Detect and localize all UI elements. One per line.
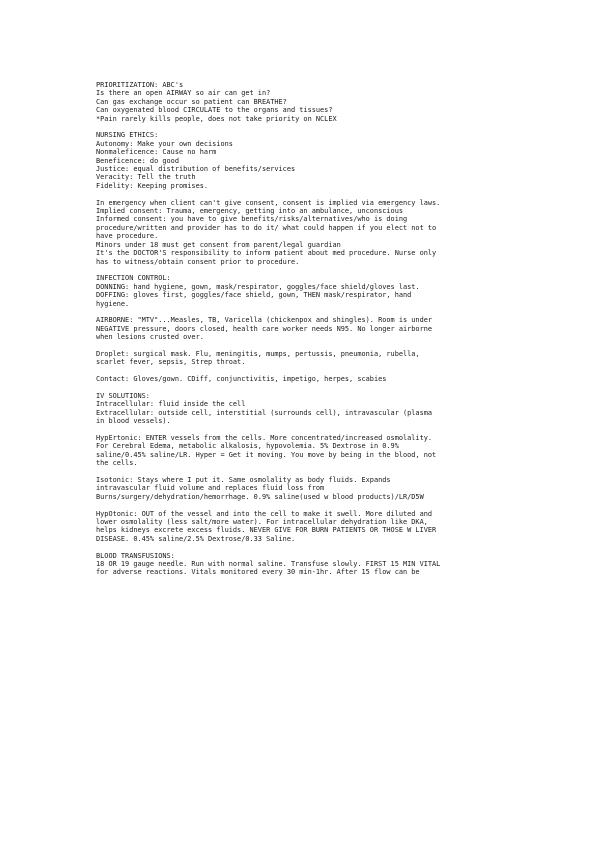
text-line: DISEASE. 0.45% saline/2.5% Dextrose/0.33 Saline. [96, 534, 296, 543]
text-line: intravascular fluid volume and replaces fluid loss from [96, 484, 325, 493]
text-line: Veracity: Tell the truth [96, 173, 196, 182]
text-line: Intracellular: fluid inside the cell [96, 400, 246, 409]
text-line: Nonmaleficence: Cause no harm [96, 148, 217, 157]
text-line: DOFFING: gloves first, goggles/face shield, gown, THEN mask/respirator, hand [96, 291, 412, 300]
text-line: Informed consent: you have to give benefits/risks/alternatives/who is doing [96, 215, 408, 224]
text-line: AIRBORNE: "MTV"...Measles, TB, Varicella (chickenpox and shingles). Room is under [96, 316, 433, 325]
text-line: procedure/written and provider has to do it/ what could happen if you elect not to [96, 223, 437, 232]
text-line: For Cerebral Edema, metabolic alkalosis, hypovolemia. 5% Dextrose in 0.9% [96, 442, 399, 451]
text-line: lower osmolality (less salt/more water). For intracellular dehydration like DKA, [96, 517, 428, 526]
text-line: DONNING: hand hygiene, gown, mask/respirator, goggles/face shield/gloves last. [96, 282, 420, 291]
text-line: the cells. [96, 459, 138, 468]
text-line: Isotonic: Stays where I put it. Same osmolality as body fluids. Expands [96, 475, 391, 484]
text-line: Justice: equal distribution of benefits/services [96, 165, 296, 174]
section-prioritization [96, 81, 516, 123]
section-droplet [96, 350, 516, 367]
text-line: In emergency when client can't give consent, consent is implied via emergency laws. [96, 198, 441, 207]
text-line: Is there an open AIRWAY so air can get in? [96, 89, 271, 98]
text-line: HypOtonic: OUT of the vessel and into the cell to make it swell. More diluted and [96, 509, 433, 518]
section-hypotonic [96, 510, 516, 544]
text-line: Extracellular: outside cell, interstitial (surrounds cell), intravascular (plasma [96, 408, 433, 417]
text-line: Minors under 18 must get consent from parent/legal guardian [96, 240, 341, 249]
text-line: 18 OR 19 gauge needle. Run with normal saline. Transfuse slowly. FIRST 15 MIN VITAL [96, 559, 441, 568]
section-airborne [96, 316, 516, 341]
text-line: saline/0.45% saline/LR. Hyper = Get it moving. You move by being in the blood, not [96, 450, 437, 459]
text-line: Can oxygenated blood CIRCULATE to the organs and tissues? [96, 106, 333, 115]
text-line: It's the DOCTOR'S responsibility to inform patient about med procedure. Nurse only [96, 249, 437, 258]
section-infection-control [96, 274, 516, 308]
section-blood-transfusions [96, 552, 516, 577]
document-page [96, 81, 516, 585]
section-consent [96, 199, 516, 266]
text-line: when lesions crusted over. [96, 333, 204, 342]
text-line: in blood vessels). [96, 417, 171, 426]
text-line: HypErtonic: ENTER vessels from the cells. More concentrated/increased osmolality. [96, 433, 433, 442]
text-line: Autonomy: Make your own decisions [96, 139, 233, 148]
section-heading: BLOOD TRANSFUSIONS: [96, 551, 175, 560]
text-line: Contact: Gloves/gown. CDiff, conjunctivitis, impetigo, herpes, scabies [96, 375, 387, 384]
section-heading: PRIORITIZATION: ABC's [96, 81, 184, 89]
section-heading: IV SOLUTIONS: [96, 391, 150, 400]
section-iv-solutions [96, 392, 516, 426]
text-line: Fidelity: Keeping promises. [96, 181, 209, 190]
text-line: have procedure. [96, 232, 159, 241]
text-line: Can gas exchange occur so patient can BREATHE? [96, 97, 287, 106]
text-line: Burns/surgery/dehydration/hemorrhage. 0.9% saline(used w blood products)/LR/D5W [96, 492, 424, 501]
text-line: *Pain rarely kills people, does not take priority on NCLEX [96, 114, 337, 123]
text-line: has to witness/obtain consent prior to procedure. [96, 257, 300, 266]
text-line: for adverse reactions. Vitals monitored every 30 min-1hr. After 15 flow can be [96, 568, 420, 577]
section-hypertonic [96, 434, 516, 468]
text-line: helps kidneys excrete excess fluids. NEVER GIVE FOR BURN PATIENTS OR THOSE W LIVER [96, 526, 437, 535]
section-contact [96, 375, 516, 383]
section-isotonic [96, 476, 516, 501]
text-line: scarlet fever, sepsis, Strep throat. [96, 358, 246, 367]
text-line: Beneficence: do good [96, 156, 179, 165]
section-heading: INFECTION CONTROL: [96, 274, 171, 283]
text-line: Droplet: surgical mask. Flu, meningitis, mumps, pertussis, pneumonia, rubella, [96, 349, 420, 358]
text-line: hygiene. [96, 299, 130, 308]
text-line: NEGATIVE pressure, doors closed, health care worker needs N95. No longer airborne [96, 324, 433, 333]
text-line: Implied consent: Trauma, emergency, getting into an ambulance, unconscious [96, 207, 403, 216]
section-nursing-ethics [96, 131, 516, 190]
section-heading: NURSING ETHICS: [96, 131, 159, 140]
